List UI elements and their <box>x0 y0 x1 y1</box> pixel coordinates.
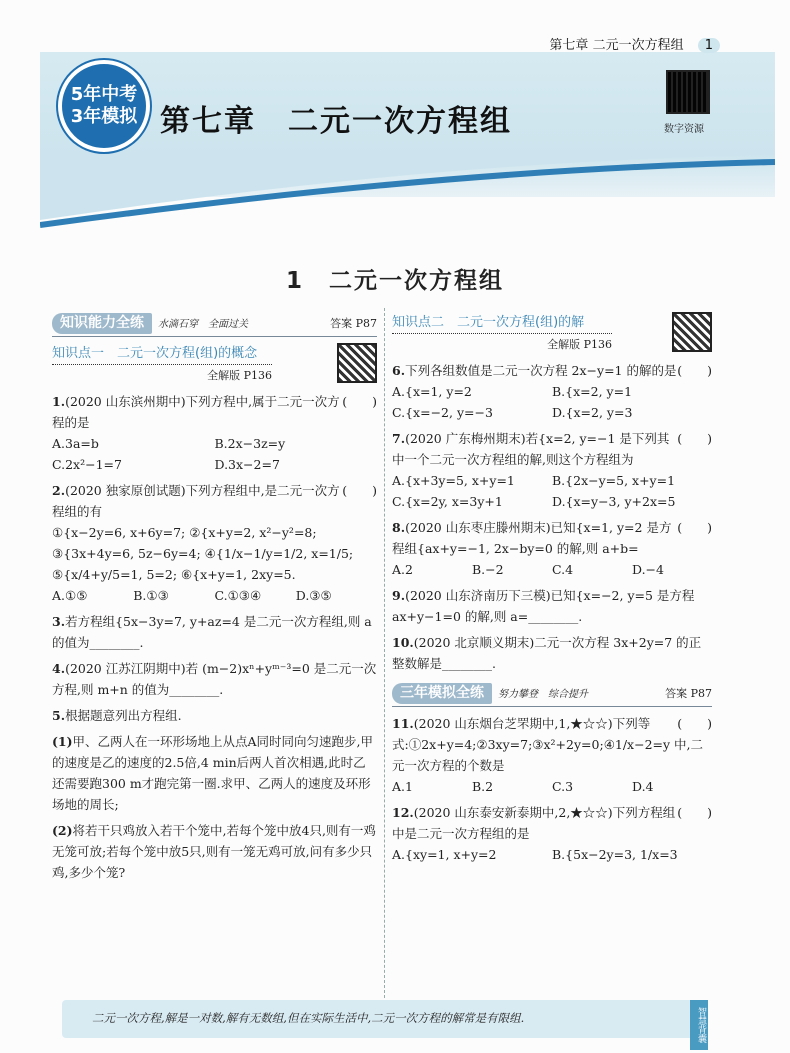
question <box>52 658 377 700</box>
option: A.2 <box>392 562 413 577</box>
question <box>52 480 377 606</box>
option: D.4 <box>632 779 654 794</box>
answer-ref: 答案 P87 <box>330 317 377 330</box>
block-header <box>52 312 377 337</box>
question-text: (2020 山东枣庄滕州期末)已知{x=1, y=2 是方程组{ax+y=−1, 2x−by=0 的解,则 a+b= <box>392 520 672 556</box>
question <box>392 360 712 423</box>
section-title: 1 二元一次方程组 <box>285 268 504 294</box>
question-list <box>392 360 712 674</box>
question <box>392 428 712 512</box>
option: D.−4 <box>632 562 664 577</box>
answer-blank: ( ) <box>677 805 712 820</box>
option: B.{2x−y=5, x+y=1 <box>552 473 676 488</box>
question-text: (2020 山东烟台芝罘期中,1,★☆☆)下列等式:①2x+y=4;②3xy=7;③x²+2y=0;④1/x−2=y 中,二元一次方程的个数是 <box>392 716 704 773</box>
header-chapter-name: 二元一次方程组 <box>592 38 684 53</box>
brand-logo <box>58 60 150 152</box>
question <box>52 391 377 475</box>
question-text: (2020 山东济南历下三模)已知{x=−2, y=5 是方程 ax+y−1=0 的解,则 a=________. <box>392 588 695 624</box>
chapter-title: 第七章 二元一次方程组 <box>160 104 512 139</box>
header-chapter: 第七章 <box>549 38 589 53</box>
question-number: 1. <box>52 394 66 409</box>
option: D.{x=2, y=3 <box>552 405 633 420</box>
option: B.{5x−2y=3, 1/x=3 <box>552 847 678 862</box>
option: B.2 <box>472 779 494 794</box>
option: D.3x−2=7 <box>214 457 280 472</box>
kp-header <box>392 312 712 355</box>
answer-blank: ( ) <box>677 520 712 535</box>
answer-blank: ( ) <box>677 431 712 446</box>
question-text: 将若干只鸡放入若干个笼中,若每个笼中放4只,则有一鸡无笼可放;若每个笼中放5只,则有一笼无鸡可放,问有多少只鸡,多少个笼? <box>52 823 376 880</box>
motto: 水滴石穿 全面过关 <box>158 319 248 330</box>
question-number: 10. <box>392 635 414 650</box>
answer-blank: ( ) <box>677 716 712 731</box>
running-header <box>549 34 720 53</box>
question-text: 若方程组{5x−3y=7, y+az=4 是二元一次方程组,则 a 的值为________. <box>52 614 372 650</box>
qr-code-icon[interactable] <box>666 70 710 114</box>
question-text: (2020 北京顺义期末)二元一次方程 3x+2y=7 的正整数解是________. <box>392 635 702 671</box>
qr-code-icon[interactable] <box>337 343 377 383</box>
option: B.−2 <box>472 562 504 577</box>
question <box>392 585 712 627</box>
option: C.①③④ <box>214 588 262 603</box>
question-number: 6. <box>392 363 406 378</box>
question-number: (1) <box>52 734 73 749</box>
options <box>392 844 712 865</box>
question-text: 甲、乙两人在一环形场地上从点A同时同向匀速跑步,甲的速度是乙的速度的2.5倍,4 min后两人首次相遇,此时乙还需要跑300 m才跑完第一圈.求甲、乙两人的速度及环形场地的周长; <box>52 734 374 812</box>
question-number: 9. <box>392 588 406 603</box>
option: A.1 <box>392 779 413 794</box>
option: D.{x=y−3, y+2x=5 <box>552 494 676 509</box>
option: D.③⑤ <box>295 588 332 603</box>
logo-line2: 3年模拟 <box>70 106 138 127</box>
option: A.{xy=1, x+y=2 <box>392 847 497 862</box>
question-number: (2) <box>52 823 73 838</box>
equation-systems: ①{x−2y=6, x+6y=7; ②{x+y=2, x²−y²=8; ③{3x+4y=6, 5z−6y=4; ④{1/x−1/y=1/2, x=1/5; ⑤{x/4+y/5=1, 5=2; ⑥{x+y=1, 2xy=5. <box>52 525 354 582</box>
page-number: 1 <box>698 38 720 53</box>
option: B.2x−3z=y <box>214 436 286 451</box>
question <box>52 611 377 653</box>
option: C.{x=2y, x=3y+1 <box>392 494 503 509</box>
answer-blank: ( ) <box>342 483 377 498</box>
kp-solution: 全解版 P136 <box>392 333 612 355</box>
question-list <box>52 391 377 883</box>
option: C.3 <box>552 779 574 794</box>
question-text: (2020 山东泰安新泰期中,2,★☆☆)下列方程组中是二元一次方程组的是 <box>392 805 676 841</box>
question-number: 4. <box>52 661 66 676</box>
left-column <box>52 312 377 883</box>
option: A.{x=1, y=2 <box>392 384 472 399</box>
option: A.{x+3y=5, x+y=1 <box>392 473 515 488</box>
motto: 努力攀登 综合提升 <box>498 689 588 700</box>
question-number: 5. <box>52 708 66 723</box>
question-list <box>392 713 712 865</box>
question <box>52 820 377 883</box>
side-tab: 智慧背囊 <box>690 1000 708 1050</box>
kp-title: 知识点二 二元一次方程(组)的解 <box>392 315 585 330</box>
block-title: 三年模拟全练 <box>392 683 492 704</box>
column-divider <box>384 308 385 998</box>
kp-title: 知识点一 二元一次方程(组)的概念 <box>52 346 258 361</box>
options <box>52 585 377 606</box>
qr-code-icon[interactable] <box>672 312 712 352</box>
question-text: (2020 山东滨州期中)下列方程中,属于二元一次方程的是 <box>52 394 340 430</box>
options <box>392 381 712 423</box>
option: B.{x=2, y=1 <box>552 384 633 399</box>
answer-blank: ( ) <box>342 394 377 409</box>
logo-line1: 5年中考 <box>70 84 138 105</box>
answer-ref: 答案 P87 <box>665 687 712 700</box>
banner-wave <box>40 150 775 230</box>
question <box>52 731 377 815</box>
option: A.3a=b <box>52 436 99 451</box>
block-title: 知识能力全练 <box>52 313 152 334</box>
answer-blank: ( ) <box>677 363 712 378</box>
question-text: (2020 广东梅州期末)若{x=2, y=−1 是下列其中一个二元一次方程组的解,则这个方程组为 <box>392 431 670 467</box>
options <box>392 559 712 580</box>
question-text: (2020 独家原创试题)下列方程组中,是二元一次方程组的有 <box>52 483 340 519</box>
question <box>392 713 712 797</box>
question-number: 7. <box>392 431 406 446</box>
options <box>52 433 377 475</box>
question-number: 3. <box>52 614 66 629</box>
kp-header <box>52 343 377 386</box>
footer-note: 二元一次方程,解是一对数,解有无数组,但在实际生活中,二元一次方程的解常是有限组. <box>62 1000 702 1038</box>
question-number: 2. <box>52 483 66 498</box>
option: C.4 <box>552 562 574 577</box>
question-text: 根据题意列出方程组. <box>65 708 182 723</box>
option: B.①③ <box>133 588 169 603</box>
qr-label: 数字资源 <box>664 124 704 135</box>
question-number: 11. <box>392 716 414 731</box>
block-header <box>392 682 712 707</box>
question <box>52 705 377 726</box>
options <box>392 776 712 797</box>
question-number: 8. <box>392 520 406 535</box>
question-text: (2020 江苏江阴期中)若 (m−2)xⁿ+yᵐ⁻³=0 是二元一次方程,则 m+n 的值为________. <box>52 661 377 697</box>
kp-solution: 全解版 P136 <box>52 364 272 386</box>
options <box>392 470 712 512</box>
option: A.①⑤ <box>52 588 88 603</box>
question-number: 12. <box>392 805 414 820</box>
question <box>392 517 712 580</box>
option: C.2x²−1=7 <box>52 457 122 472</box>
option: C.{x=−2, y=−3 <box>392 405 493 420</box>
question-text: 下列各组数值是二元一次方程 2x−y=1 的解的是 <box>405 363 677 378</box>
question <box>392 632 712 674</box>
right-column <box>392 312 712 865</box>
question <box>392 802 712 865</box>
